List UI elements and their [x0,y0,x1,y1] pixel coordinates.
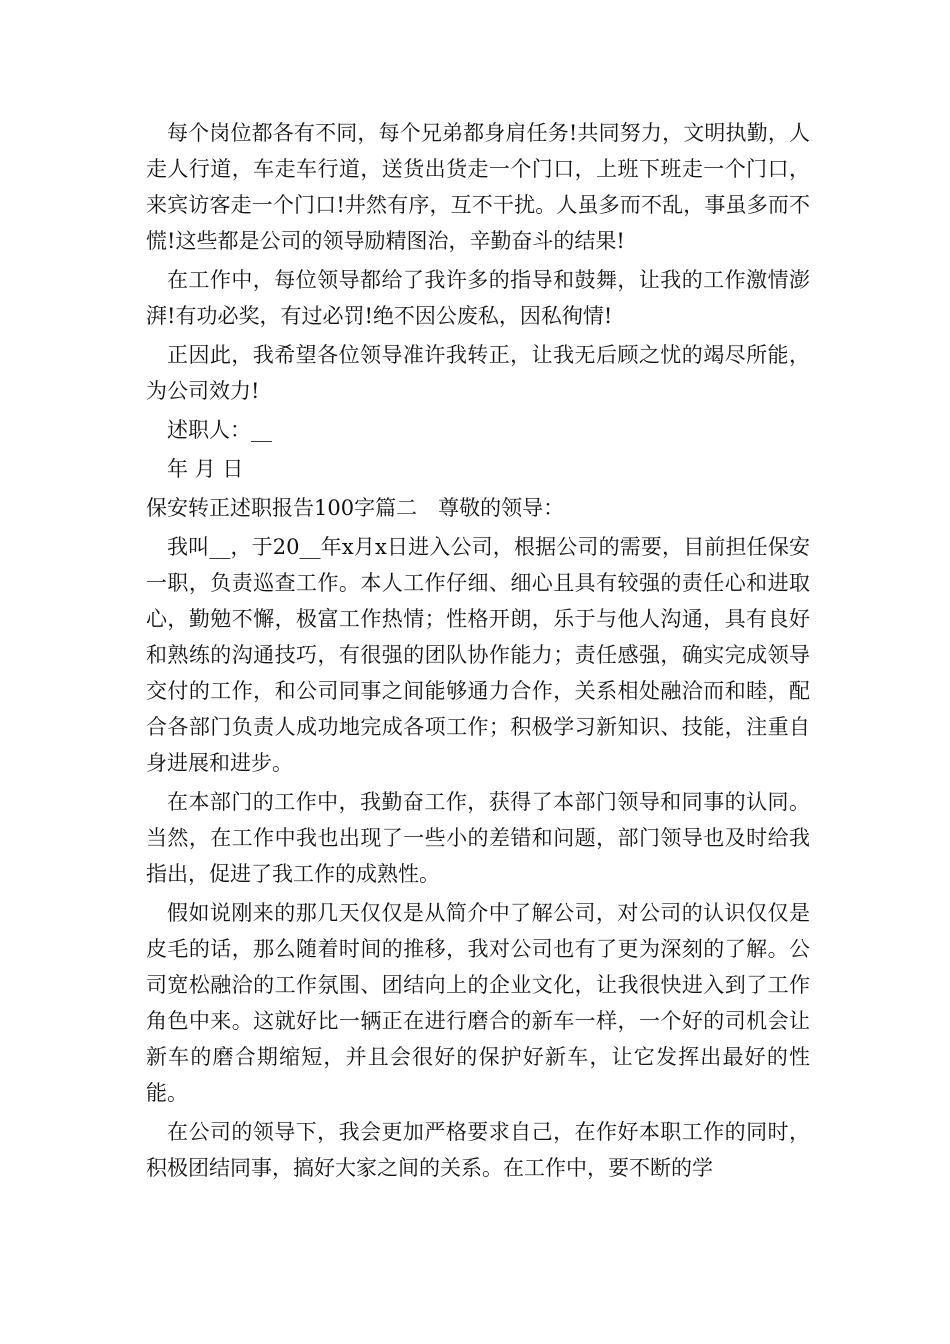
paragraph: 在公司的领导下，我会更加严格要求自己，在作好本职工作的同时，积极团结同事，搞好大家之间的关系。在工作中，要不断的学 [146,1120,810,1180]
signature-line: 述职人：__ [167,418,272,442]
paragraph: 在本部门的工作中，我勤奋工作，获得了本部门领导和同事的认同。当然，在工作中我也出现了一些小的差错和问题，部门领导也及时给我指出，促进了我工作的成熟性。 [146,790,810,886]
date-line: 年 月 日 [167,457,244,481]
paragraph: 假如说刚来的那几天仅仅是从简介中了解公司，对公司的认识仅仅是皮毛的话，那么随着时间的推移，我对公司也有了更为深刻的了解。公司宽松融洽的工作氛围、团结向上的企业文化，让我很快进入到了工作角色中来。这就好比一辆正在进行磨合的新车一样，一个好的司机会让新车的磨合期缩短，并且会很好的保护好新车，让它发挥出最好的性能。 [146,901,810,1105]
section-heading: 保安转正述职报告100字篇二 尊敬的领导： [146,496,565,520]
paragraph: 我叫__，于20__年x月x日进入公司，根据公司的需要，目前担任保安一职，负责巡查工作。本人工作仔细、细心且具有较强的责任心和进取心，勤勉不懈，极富工作热情；性格开朗，乐于与他人沟通，具有良好和熟练的沟通技巧，有很强的团队协作能力；责任感强，确实完成领导交付的工作，和公司同事之间能够通力合作，关系相处融洽而和睦，配合各部门负责人成功地完成各项工作；积极学习新知识、技能，注重自身进展和进步。 [146,535,810,775]
paragraph: 正因此，我希望各位领导准许我转正，让我无后顾之忧的竭尽所能，为公司效力! [146,343,810,403]
paragraph: 在工作中，每位领导都给了我许多的指导和鼓舞，让我的工作激情澎湃!有功必奖，有过必罚!绝不因公废私，因私徇情! [146,268,810,328]
document-body [146,115,810,1189]
paragraph: 每个岗位都各有不同，每个兄弟都身肩任务!共同努力，文明执勤，人走人行道，车走车行道，送货出货走一个门口，上班下班走一个门口，来宾访客走一个门口!井然有序，互不干扰。人虽多而不乱，事虽多而不慌!这些都是公司的领导励精图治，辛勤奋斗的结果! [146,121,810,253]
